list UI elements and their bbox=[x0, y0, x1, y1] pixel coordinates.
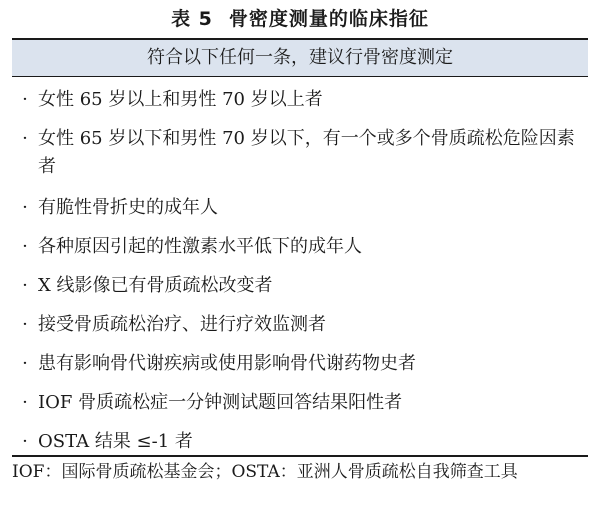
list-item-text: 女性 65 岁以下和男性 70 岁以下，有一个或多个骨质疏松危险因素者 bbox=[38, 128, 575, 177]
list-item bbox=[12, 348, 588, 380]
list-item-text: 患有影响骨代谢疾病或使用影响骨代谢药物史者 bbox=[38, 353, 416, 374]
list-item bbox=[12, 84, 588, 116]
bullet: · bbox=[22, 392, 28, 413]
bottom-rule bbox=[12, 455, 588, 457]
list-item bbox=[12, 309, 588, 341]
bullet: · bbox=[22, 236, 28, 257]
table-title bbox=[0, 6, 600, 32]
bullet: · bbox=[22, 353, 28, 374]
list-item bbox=[12, 426, 588, 458]
header-rule bbox=[12, 76, 588, 77]
list-item bbox=[12, 192, 588, 224]
bullet: · bbox=[22, 89, 28, 110]
list-item-text: 有脆性骨折史的成年人 bbox=[38, 197, 218, 218]
list-item bbox=[12, 387, 588, 419]
table-header-text: 符合以下任何一条，建议行骨密度测定 bbox=[147, 47, 453, 68]
table-title-text: 骨密度测量的临床指征 bbox=[228, 8, 429, 30]
indication-list bbox=[12, 84, 588, 465]
list-item-text: 各种原因引起的性激素水平低下的成年人 bbox=[38, 236, 362, 257]
list-item-text: IOF 骨质疏松症一分钟测试题回答结果阳性者 bbox=[38, 392, 403, 413]
table-number: 表 5 bbox=[171, 8, 213, 30]
list-item bbox=[12, 231, 588, 263]
bullet: · bbox=[22, 275, 28, 296]
bullet: · bbox=[22, 128, 28, 149]
list-item bbox=[12, 123, 588, 183]
bullet: · bbox=[22, 197, 28, 218]
list-item-text: 接受骨质疏松治疗、进行疗效监测者 bbox=[38, 314, 326, 335]
list-item bbox=[12, 270, 588, 302]
table-header bbox=[12, 40, 588, 76]
list-item-text: 女性 65 岁以上和男性 70 岁以上者 bbox=[38, 89, 323, 110]
bullet: · bbox=[22, 431, 28, 452]
bullet: · bbox=[22, 314, 28, 335]
list-item-text: OSTA 结果 ≤-1 者 bbox=[38, 431, 193, 452]
list-item-text: X 线影像已有骨质疏松改变者 bbox=[38, 275, 273, 296]
table-footnote: IOF：国际骨质疏松基金会；OSTA：亚洲人骨质疏松自我筛查工具 bbox=[12, 462, 518, 482]
